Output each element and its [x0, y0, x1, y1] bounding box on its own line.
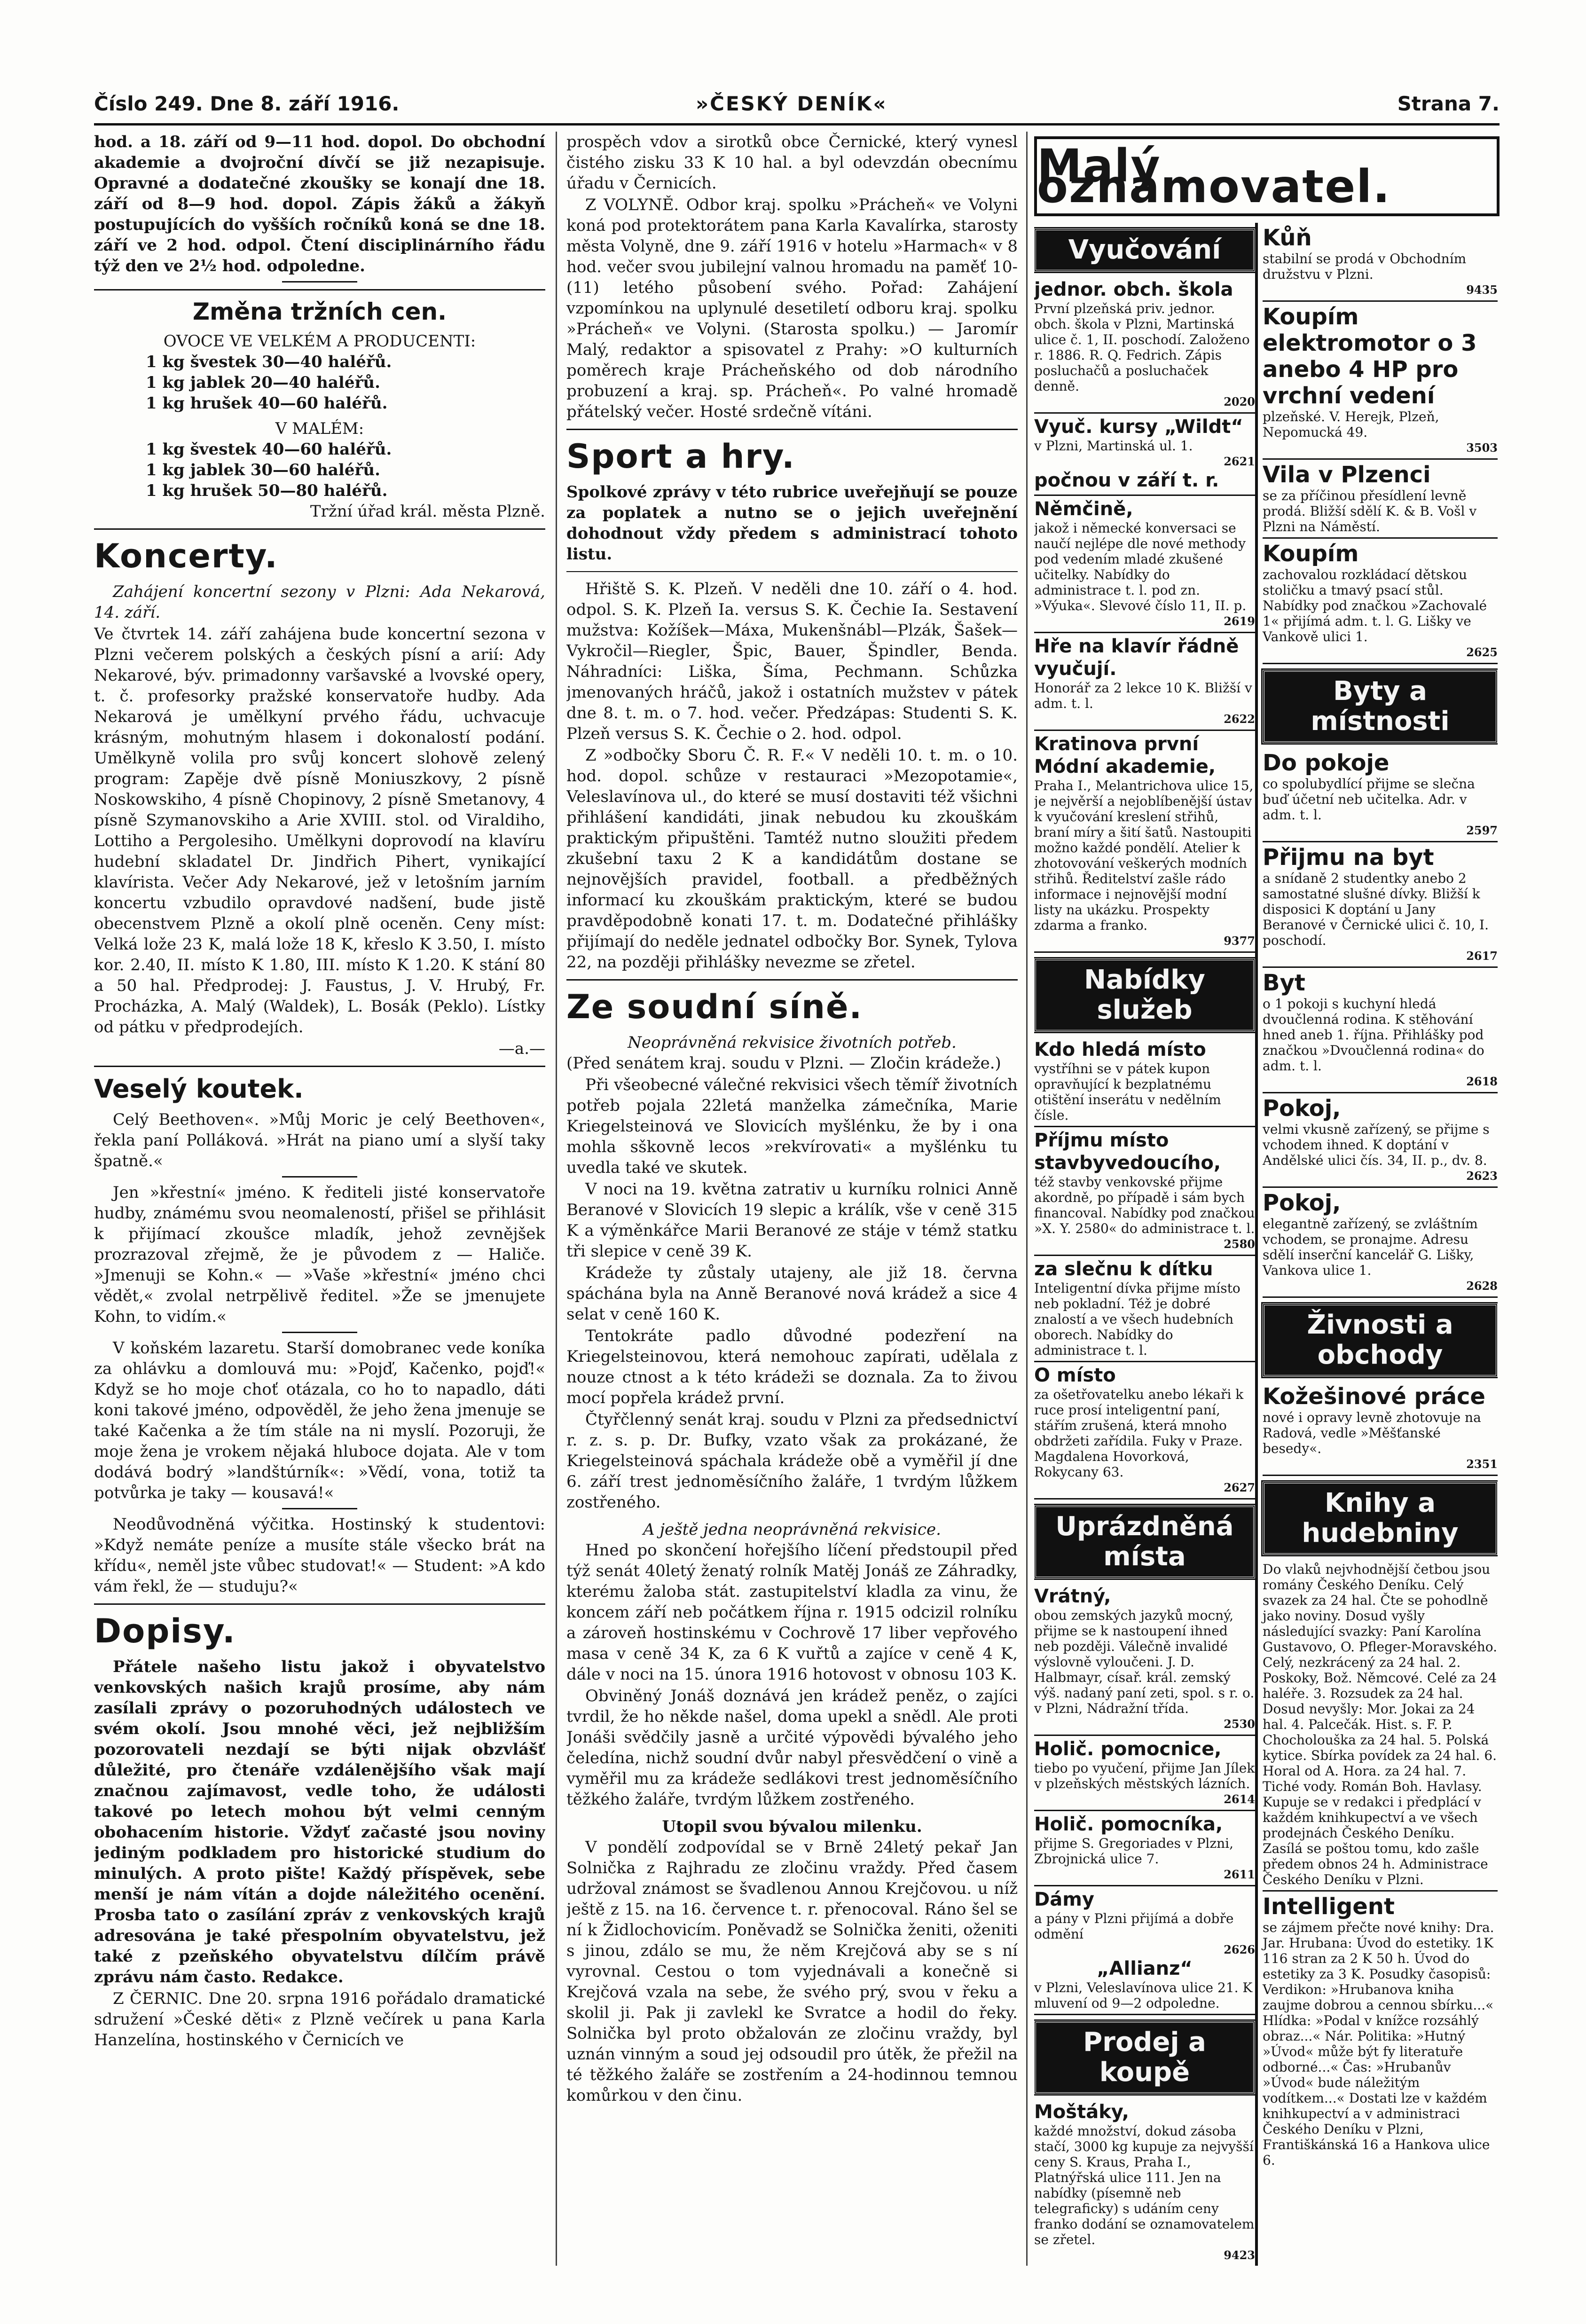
ad-heading: Kožešinové práce	[1263, 1383, 1485, 1410]
ad-text: elegantně zařízený, se zvláštním vchodem, se pronajme. Adresu sdělí inserční kancelář G. Lišky, Vankova ulice 1.	[1263, 1216, 1478, 1278]
issue-date: Číslo 249. Dne 8. září 1916.	[94, 92, 400, 115]
jokes-title: Veselý koutek.	[94, 1074, 304, 1104]
market-item: 1 kg jablek 20—40 haléřů.	[146, 373, 380, 392]
market-title: Změna tržních cen.	[192, 298, 447, 325]
court-para: Čtyřčlenný senát kraj. soudu v Plzni za předsednictví r. z. s. p. Dr. Bufky, vzato však za prokázané, že Kriegelsteinová spáchala krádeže obě a vyměřil jí dne 6. září trest jednoměsíčního žaláře, 1 tvrdým lůžkem zostřeného.	[566, 1410, 1018, 1512]
category-services: Nabídky služeb	[1034, 958, 1255, 1032]
ad-heading: Vila v Plzenci	[1263, 462, 1431, 488]
classified-ad	[1263, 539, 1498, 664]
court-sub: A ještě jedna neoprávněná rekvisice.	[643, 1520, 941, 1539]
court-para: Při všeobecné válečné rekvisici všech těmíř životních potřeb pojala 22letá manželka zámečníka, Marie Kriegelsteinová ve Slovicích myšlénku, že by i ona mohla sškovně lecos »rekvírovati« a myšlénku tu uvedla také ve skutek.	[566, 1076, 1018, 1177]
ad-heading: Byt	[1263, 970, 1305, 996]
ad-text: v Plzni, Veleslavínova ulice 21. K mluvení od 9—2 odpoledne.	[1034, 1980, 1253, 2011]
ad-code: 2597	[1466, 824, 1498, 837]
classified-ad	[1263, 968, 1498, 1093]
sport-note: Spolkové zprávy v této rubrice uveřejňují se pouze za poplatek a nutno se o jejich uveřejnění dohodnout vždy předem s administrací tohoto listu.	[566, 483, 1018, 564]
court-para: Obviněný Jonáš doznává jen krádež peněz, o zajíci tvrdil, že ho někde našel, doma upekl a snědl. Ale proti Jonáši svědčily jasně a určité výpovědi bývalého jeho čeledína, nichž soudní dvůr nabyl přesvědčení o vině a vyměřil mu za krádeže sedlákovi trest jednoměsíčního těžkého žaláře, tvrdým lůžkem zostřeného.	[566, 1687, 1018, 1809]
ad-text: zachovalou rozkládací dětskou stoličku a tmavý psací stůl. Nabídky pod značkou »Zachovalé 1« přijímá adm. t. l. G. Lišky ve Vankově ulici 1.	[1263, 567, 1487, 644]
classifieds-right-col	[1258, 223, 1498, 2266]
ad-heading: Holič. pomocníka,	[1034, 1814, 1223, 1835]
classified-ad	[1034, 1811, 1255, 1886]
classified-ad	[1263, 223, 1498, 302]
sport-title: Sport a hry.	[566, 437, 795, 476]
court-para: V pondělí zodpovídal se v Brně 24letý pekař Jan Solnička z Rajhradu ze zločinu vraždy. Před časem udržoval známost se švadlenou Annou Krejčovou. u níž ještě z 15. na 16. července t. r. přenocoval. Ráno šel se ní k Židlochovicím. Poněvadž se Solnička ženiti, oženiti s jinou, zdálo se mu, že něm Krejčová aby se s ní vyrovnal. Cestou o tom vyjednávali a konečně si Krejčová vzala na sebe, že svého prý, svou v řeku a skolil ji. Pak ji zavlekl ke Svratce a hodil do řeky. Solnička byl proto obžalován ze zločinu vraždy, byl uznán vinným a soud jej odsoudil pro útěk, že přežil na té těžkého žaláře se zostřením a 24-hodinnou temnou komůrkou v den činu.	[566, 1838, 1018, 2105]
classifieds-upper-grid	[1034, 223, 1500, 2266]
classified-ad	[1263, 748, 1498, 842]
ad-text: o 1 pokoji s kuchyní hledá dvoučlenná rodina. K stěhování hned aneb 1. října. Přihlášky pod značkou »Dvoučlenná rodina« do adm. t. l.	[1263, 996, 1484, 1074]
ad-heading: Kdo hledá místo	[1034, 1039, 1206, 1060]
ad-heading: Dámy	[1034, 1889, 1094, 1910]
ad-text: První plzeňská priv. jednor. obch. škola v Plzni, Martinská ulice č. 1, II. poschodí. Založeno r. 1886. R. Q. Fedrich. Zápis posluchačů a posluchaček denně.	[1034, 301, 1250, 394]
ad-text: stabilní se prodá v Obchodním družstvu v Plzni.	[1263, 251, 1467, 282]
market-list-retail	[94, 439, 545, 501]
classified-ad	[1263, 302, 1498, 460]
category-education: Vyučování	[1034, 228, 1255, 272]
category-vacancies: Uprázdněná místa	[1034, 1505, 1255, 1578]
ad-code: 2627	[1224, 1481, 1255, 1494]
short-rule	[282, 1332, 357, 1333]
joke: Celý Beethoven«. »Můj Moric je celý Beethoven«, řekla paní Polláková. »Hrát na piano umí a slyší taky špatně.«	[94, 1110, 545, 1170]
column-2	[566, 132, 1018, 2275]
ad-heading: Kratinova první Módní akademie,	[1034, 733, 1216, 777]
ad-text: Honorář za 2 lekce 10 K. Bližší v adm. t. l.	[1034, 680, 1252, 711]
classified-ad	[1034, 414, 1255, 496]
ad-text: Praha I., Melantrichova ulice 15, je nejvěrší a nejoblíbenější ústav k vyučování kreslení střihů, braní míry a šití šatů. Nastoupiti možno každé pondělí. Atelier k zhotovování veškerých modních střihů. Ředitelství zašle rádo informace i nejnovější modní listy na ukázku. Prospekty zdarma a franko.	[1034, 778, 1254, 933]
ad-code: 2351	[1466, 1457, 1498, 1471]
ad-text: jakož i německé konversaci se naučí nejlépe dle nové methody pod vedením mladé zkušené učitelky. Nabídky do administrace t. l. pod zn. »Výuka«. Slevové číslo 11, II. p.	[1034, 520, 1247, 613]
ad-text: se za příčinou přesídlení levně prodá. Bližší sdělí K. & B. Vošl v Plzni na Náměstí.	[1263, 488, 1477, 534]
classified-ad	[1034, 496, 1255, 633]
classified-ad	[1263, 842, 1498, 968]
ad-code: 2611	[1224, 1868, 1255, 1881]
column-3-classifieds	[1034, 132, 1500, 2275]
thin-rule	[566, 571, 1018, 572]
ad-code: 2580	[1224, 1237, 1255, 1251]
classified-ad	[1034, 1583, 1255, 1736]
concerts-lead: Zahájení koncertní sezony v Plzni: Ada Nekarová, 14. září.	[94, 582, 545, 622]
classified-ad	[1263, 1560, 1498, 1892]
concerts-body: Ve čtvrtek 14. září zahájena bude koncertní sezona v Plzni večerem polských a českých písní a arií: Ady Nekarové, býv. primadonny varšavské a lvovské opery, t. č. profesorky pražské konservatoře hudby. Ada Nekarová je umělkyní prvého řádu, uchvacuje krásným, mohutným hlasem i dokonalostí podání. Umělkyně volila pro svůj koncert slohově zelený program: Zapěje dvě písně Moniuszkovy, 2 písně Noskowskiho, 4 písně Chopinovy, 2 písně Smetanovy, 4 písně Szymanovskiho a Arie XVIII. stol. od Viraldiho, Lottiho a Pergolesiho. Umělkyni doprovodí na klavíru hudební skladatel Dr. Jindřich Pihert, vynikající klavírista. Večer Ady Nekarové, jež v letošním jarním koncertu vzbudilo opravdové nadšení, bude jistě obecenstvem Plzně a okolí plně oceněn. Ceny míst: Velká lože 23 K, malá lože 18 K, křeslo K 3.50, I. místo kor. 2.40, II. místo K 1.80, III. místo K 1.20. K stání 80 a 50 hal. Předprodej: J. Faustus, J. V. Hrubý, Fr. Procházka, A. Malý (Waldek), L. Bosák (Peklo). Lístky od pátku v předprodejích.	[94, 625, 545, 1036]
court-title: Ze soudní síně.	[566, 988, 863, 1026]
ad-heading: Koupím	[1263, 541, 1359, 567]
ad-text: vystříhni se v pátek kupon opravňující k bezplatnému otištění inserátu v nedělním čísle.	[1034, 1061, 1221, 1123]
category-sale: Prodej a koupě	[1034, 2021, 1255, 2094]
ad-text: každé množství, dokud zásoba stačí, 3000 kg kupuje za nejvyšší ceny S. Kraus, Praha I., Platnýřská ulice 111. Jen na nabídky (písemně neb telegraficky) s udáním ceny franko dodání se oznamovatelem se zřetel.	[1034, 2123, 1255, 2247]
classified-ad	[1034, 1362, 1255, 1500]
section-rule	[94, 1603, 545, 1605]
ad-text: Inteligentní dívka přijme místo neb pokladní. Též je dobré znalostí a ve všech hudebních oborech. Nabídky do administrace t. l.	[1034, 1280, 1241, 1358]
ad-code: 2625	[1466, 645, 1498, 659]
ad-heading: „Allianz“	[1097, 1958, 1193, 1979]
cernice-report: Z ČERNIC. Dne 20. srpna 1916 pořádalo dramatické sdružení »České děti« z Plzně večírek u pana Karla Hanzelína, hostinského v Černicích ve	[94, 1989, 545, 2049]
ad-code: 2622	[1224, 712, 1255, 726]
ad-text: se zájmem přečte nové knihy: Dra. Jar. Hrubana: Úvod do estetiky. 1K 116 stran za 2 K 50 h. Úvod do estetiky za 3 K. Posudky časopisů: Verdikon: »Hrubanova kniha zaujme dobrou a cennou sbírku...« Hlídka: »Podal v knížce rozsáhlý obraz...« Nár. Politika: »Hutný »Úvod« může být fy literatuře odborné...« Čas: »Hrubanův »Úvod« bude náležitým vodítkem...« Dostati lze v každém knihkupectví a v administraci Českého Deníku v Plzni, Františkánská 16 a Hankova ulice 6.	[1263, 1920, 1494, 2168]
classifieds-title-box	[1034, 136, 1500, 216]
ad-text: plzeňské. V. Herejk, Plzeň, Nepomucká 49.	[1263, 409, 1439, 440]
section-rule	[94, 1066, 545, 1067]
court-lead: (Před senátem kraj. soudu v Plzni. — Zločin krádeže.)	[566, 1054, 1001, 1073]
ad-heading: Koupím elektromotor o 3 anebo 4 HP pro vrchní vedení	[1263, 304, 1477, 409]
ad-code: 3503	[1466, 441, 1498, 455]
classifieds-left-col	[1034, 223, 1255, 2266]
short-rule	[282, 1176, 357, 1178]
classified-ad	[1034, 1886, 1255, 2015]
sport-item: Z »odbočky Sboru Č. R. F.« V neděli 10. t. m. o 10. hod. dopol. schůze v restauraci »Mezopotamie«, Veleslavínova ul., do které se musí dostaviti též všichni přihlášení kandidáti, jinak nebudou ku zkouškám praktickým připuštěni. Tamtéž nutno sloužiti předem zkušební taxu 2 K a kandidátům dostane se nejnovějších pravidel, football. a předběžných informací ku zkouškám praktickým, které se budou pravděpodobně konati 17. t. m. Dodatečné přihlášky přijímají do neděle jednatel odbočky Bor. Synek, Tylova 22, na později přihlášky nevezme se zřetel.	[566, 746, 1018, 972]
ad-text: Do vlaků nejvhodnější četbou jsou romány Českého Deníku. Celý svazek za 24 hal. Čte se pohodlně jako noviny. Dosud vyšly následující svazky: Paní Karolína Gustavovo, O. Pfleger-Moravského. Celý, nezkrácený za 24 hal. 2. Poskoky, Bož. Němcové. Celé za 24 haléře. 3. Rozsudek za 24 hal. Dosud nevyšly: Mor. Jokai za 24 hal. 4. Palcečák. Hist. s. F. P. Chocholouška za 24 hal. 5. Polská kytice. Sbírka povídek za 24 hal. 6. Horal od A. Hora. za 24 hal. 7. Tiché vody. Román Boh. Havlasy. Kupuje se v redakci i předplácí v každém knihkupectví a ve všech prodejnách Českého Deníku. Zasílá se poštou tomu, kdo zašle předem obnos 24 h. Administrace Českého Deníku v Plzni.	[1263, 1562, 1498, 1887]
ad-text: v Plzni, Martinská ul. 1.	[1034, 438, 1193, 454]
classified-ad	[1263, 1382, 1498, 1476]
ad-code: 2626	[1224, 1943, 1255, 1956]
market-item: 1 kg hrušek 40—60 haléřů.	[146, 394, 388, 413]
ad-code: 9423	[1224, 2248, 1255, 2262]
concerts-sign: —a.—	[498, 1039, 545, 1058]
joke: Neodůvodněná výčitka. Hostinský k studentovi: »Když nemáte peníze a musíte stále všecko brát na křídu«, neměl jste vůbec studovat!« — Student: »A kdo vám řekl, že — studuju?«	[94, 1515, 545, 1596]
classified-ad	[1263, 1093, 1498, 1188]
ad-text: co spolubydlící přijme se slečna buď účetní neb učitelka. Adr. v adm. t. l.	[1263, 776, 1475, 823]
ad-heading: Intelligent	[1263, 1893, 1395, 1920]
market-sub-retail: V MALÉM:	[275, 419, 364, 438]
classifieds-title: Malý oznamovatel.	[1037, 140, 1391, 213]
category-rooms: Byty a místnosti	[1263, 670, 1498, 743]
classified-ad	[1034, 276, 1255, 414]
column-divider	[556, 132, 557, 2266]
market-item: 1 kg hrušek 50—80 haléřů.	[146, 481, 388, 500]
classified-ad	[1034, 1036, 1255, 1127]
ad-heading: Moštáky,	[1034, 2101, 1129, 2123]
column-1	[94, 132, 545, 2275]
classified-ad	[1034, 2099, 1255, 2266]
classified-ad	[1263, 1892, 1498, 2171]
ad-text: a pány v Plzni přijímá a dobře odmění	[1034, 1911, 1234, 1942]
classified-ad	[1263, 1188, 1498, 1298]
section-rule	[566, 979, 1018, 981]
column-divider	[1026, 132, 1028, 2266]
ad-heading: Vrátný,	[1034, 1586, 1111, 1607]
section-rule	[94, 289, 545, 290]
ad-heading: Vyuč. kursy „Wildt“	[1034, 416, 1243, 438]
ad-code: 9377	[1224, 934, 1255, 948]
ad-heading: Pokoj,	[1263, 1190, 1341, 1216]
ad-code: 2621	[1224, 455, 1255, 468]
court-para: Krádeže ty zůstaly utajeny, ale již 18. června spáchána byla na Anně Beranové nová krádež a sice 4 selat v ceně 160 K.	[566, 1264, 1018, 1324]
ad-text: přijme S. Gregoriades v Plzni, Zbrojnická ulice 7.	[1034, 1836, 1234, 1867]
section-rule	[566, 429, 1018, 430]
letters-title: Dopisy.	[94, 1612, 236, 1650]
volyne-report: Z VOLYNĚ. Odbor kraj. spolku »Prácheň« ve Volyni koná pod protektorátem pana Karla Kavalírka, starosty města Volyně, dne 9. září 1916 v hotelu »Harmach« v 8 hod. večer svou jubilejní valnou hromadu na paměť 10- (11) letého působení svého. Pořad: Zahájení vzpomínkou na uplynulé desetiletí odboru kraj. spolku »Prácheň« ve Volyni. (Starosta spolku.) — Jaromír Malý, redaktor a spisovatel z Prahy: »O kulturních poměrech kraje Prácheňského od dob národního probuzení a kraj. sp. Prácheň«. Po valné hromadě přátelský večer. Hosté srdečně vítáni.	[566, 196, 1018, 421]
court-sub: Neoprávněná rekvisice životních potřeb.	[628, 1033, 957, 1052]
category-trades: Živnosti a obchody	[1263, 1303, 1498, 1377]
ad-code: 2617	[1466, 949, 1498, 963]
market-item: 1 kg jablek 30—60 haléřů.	[146, 461, 380, 479]
ad-text: velmi vkusně zařízený, se přijme s vchodem ihned. K doptání v Andělské ulici čís. 34, II. p., dv. 8.	[1263, 1122, 1490, 1168]
ad-text: obou zemských jazyků mocný, přijme se k nastoupení ihned neb později. Válečně invalidé výslovně vyloučeni. J. D. Halbmayr, císař. král. zemský výš. nadaný paní zeti, spol. s r. o. v Plzni, Nádražní třída.	[1034, 1608, 1255, 1716]
ad-heading: jednor. obch. škola	[1034, 279, 1233, 300]
category-books: Knihy a hudebniny	[1263, 1482, 1498, 1555]
classified-ad	[1034, 1736, 1255, 1811]
masthead-name: »ČESKÝ DENÍK«	[696, 92, 887, 115]
ad-heading: Pokoj,	[1263, 1095, 1341, 1122]
ad-heading: Kůň	[1263, 225, 1312, 251]
ad-text: a snídaně 2 studentky anebo 2 samostatné slušné dívky. Bližší k disposici K doptání u Jany Beranové v Černické ulici č. 10, I. poschodí.	[1263, 871, 1489, 948]
short-rule	[282, 1508, 357, 1509]
ad-heading: Němčině,	[1034, 498, 1133, 520]
court-para: Tentokráte padlo důvodné podezření na Kriegelsteinovou, která nemohouc zapírati, udělala z nouze ctnost a k této krádeži se doznala. Za to živou mocí popřela krádež první.	[566, 1327, 1018, 1407]
court-sub: Utopil svou bývalou milenku.	[662, 1817, 922, 1836]
ad-heading: Hře na klavír řádně vyučují.	[1034, 636, 1239, 680]
ad-heading: Holič. pomocnice,	[1034, 1738, 1222, 1760]
market-item: 1 kg švestek 40—60 haléřů.	[146, 440, 392, 459]
ad-code: 2614	[1224, 1792, 1255, 1806]
ad-code: 2020	[1224, 395, 1255, 408]
page-header	[94, 92, 1500, 125]
market-sub-wholesale: OVOCE VE VELKÉM A PRODUCENTI:	[163, 332, 476, 351]
classified-ad	[1034, 633, 1255, 731]
ad-heading: Přijmu na byt	[1263, 844, 1434, 871]
ad-code: 9435	[1466, 283, 1498, 297]
page-number: Strana 7.	[1397, 92, 1500, 115]
ad-heading: Příjmu místo stavbyvedoucího,	[1034, 1130, 1221, 1174]
ad-code: 2530	[1224, 1717, 1255, 1731]
short-rule	[282, 281, 357, 283]
ad-code: 2618	[1466, 1075, 1498, 1088]
classified-ad	[1263, 460, 1498, 539]
ad-text: za ošetřovatelku anebo lékaři k ruce prosí inteligentní paní, stářím zrušená, která mnoho obdržeti zařídila. Fuky v Praze. Magdalena Hovorková, Rokycany 63.	[1034, 1387, 1244, 1480]
cernice-report-cont: prospěch vdov a sirotků obce Černické, který vynesl čistého zisku 33 K 10 hal. a byl odevzdán obecnímu úřadu v Černicích.	[566, 133, 1018, 193]
concerts-title: Koncerty.	[94, 537, 278, 575]
section-rule	[94, 528, 545, 530]
court-para: V noci na 19. května zatrativ u kurníku rolnici Anně Beranové v Slovicích 19 slepic a králík, vše v ceně 315 K a výměnkářce Marii Beranové ze stáje v témž statku tři slepice v ceně 39 K.	[566, 1180, 1018, 1261]
ad-text: tiebo po vyučení, přijme Jan Jílek v plzeňských městských lázních.	[1034, 1760, 1255, 1791]
ad-heading: za slečnu k dítku	[1034, 1258, 1213, 1280]
classified-ad	[1034, 731, 1255, 953]
market-item: 1 kg švestek 30—40 haléřů.	[146, 353, 392, 371]
ad-code: 2623	[1466, 1169, 1498, 1183]
letters-body: Přátele našeho listu jakož i obyvatelstvo venkovských našich krajů prosíme, aby nám zasílali zprávy o pozoruhodných událostech ve svém okolí. Jsou mnohé věci, jež nejbližším pozorovateli nezdají se býti nijak obzvlášť důležité, pro čtenáře vzdálenějšího však mají značnou zajímavost, vedle toho, že události takové po letech mohou být velmi cenným obohacením historie. Vždyť začasté jsou noviny jediným podkladem pro historické studium do minulých. A proto pište! Každý příspěvek, sebe menší je nám vítán a dojde náležitého ocenění. Prosba tato o zasílání zpráv z venkovských krajů adresována je také přespolním obyvatelstvu, jež také z pzeňského obyvatelstvu dílčím právě zprávu nám často. Redakce.	[94, 1657, 545, 1986]
classified-ad	[1034, 1256, 1255, 1362]
joke: V koňském lazaretu. Starší domobranec vede koníka za ohlávku a domlouvá mu: »Pojď, Kačenko, pojď!« Když se ho moje choť otázala, co ho to napadlo, dáti koni takové jméno, odpověděl, že jeho žena jmenuje se také Kačenka a že tím stále na ni myslí. Pozoruji, že moje žena je vrokem nějaká hluboce dojata. Ale v tom dodává bodrý »landštúrník«: »Vědí, vona, totiž ta potvůrka je taky — kousavá!«	[94, 1339, 545, 1502]
classified-ad	[1034, 1127, 1255, 1256]
market-signature: Tržní úřad král. města Plzně.	[310, 502, 545, 521]
court-para: Hned po skončení hořejšího líčení předstoupil před týž senát 40letý ženatý rolník Matěj Jonáš ze Záhradky, kterému žaloba stát. zastupitelství kladla za vinu, že koncem září neb počátkem října r. 1915 odcizil rolníku a zároveň hostinskému v Cochrově 17 liber vepřového masa v ceně 34 K, za 6 K vuřtů a zajíce v ceně 4 K, dále v noci na 15. února 1916 hotovost v obnosu 103 K.	[566, 1541, 1018, 1684]
market-list-wholesale	[94, 352, 545, 414]
ad-heading: počnou v září t. r.	[1034, 470, 1219, 491]
ad-heading: Do pokoje	[1263, 750, 1390, 776]
ad-heading: O místo	[1034, 1365, 1116, 1386]
header-rule	[94, 123, 1500, 126]
joke: Jen »křestní« jméno. K řediteli jisté konservatoře hudby, známému svou neomaleností, přišel se přihlásit k přijímací zkoušce mladík, jehož zevnějšek prozrazoval zřejmě, že je původem z — Haliče. »Jmenuji se Kohn.« — »Vaše »křestní« jméno chci vědět,« zvolal netrpělivě ředitel. »Že se jmenujete Kohn, to vidím.«	[94, 1183, 545, 1326]
ad-code: 2619	[1224, 614, 1255, 628]
ad-text: též stavby venkovské přijme akordně, po případě i sám bych financoval. Nabídky pod značkou »X. Y. 2580« do administrace t. l.	[1034, 1174, 1255, 1236]
ad-text: nové i opravy levně zhotovuje na Radová, vedle »Měšťanské besedy«.	[1263, 1410, 1481, 1456]
ad-code: 2628	[1466, 1279, 1498, 1293]
sport-item: Hřiště S. K. Plzeň. V neděli dne 10. září o 4. hod. odpol. S. K. Plzeň Ia. versus S. K. Čechie Ia. Sestavení mužstva: Kožíšek—Máxa, Mukenšnábl—Plzák, Šašek—Vykročil—Riegler, Špic, Bauer, Špindler, Benda. Náhradníci: Liška, Šíma, Pechmann. Schůzka jmenovaných hráčů, jakož i ostatních mužstev v pátek dne 8. t. m. o 7. hod. večer. Předzápas: Studenti S. K. Plzeň versus S. K. Čechie o 2. hod. odpol.	[566, 580, 1018, 743]
school-notice: hod. a 18. září od 9—11 hod. dopol. Do obchodní akademie a dvojroční dívčí se již nezapisuje. Opravné a dodatečné zkoušky se konají dne 18. září od 8—9 hod. dopol. Zápis žáků a žákyň postupujících do vyšších ročníků koná se dne 18. září ve 2 hod. odpol. Čtení disciplinárního řádu týž den ve 2½ hod. odpoledne.	[94, 133, 545, 275]
